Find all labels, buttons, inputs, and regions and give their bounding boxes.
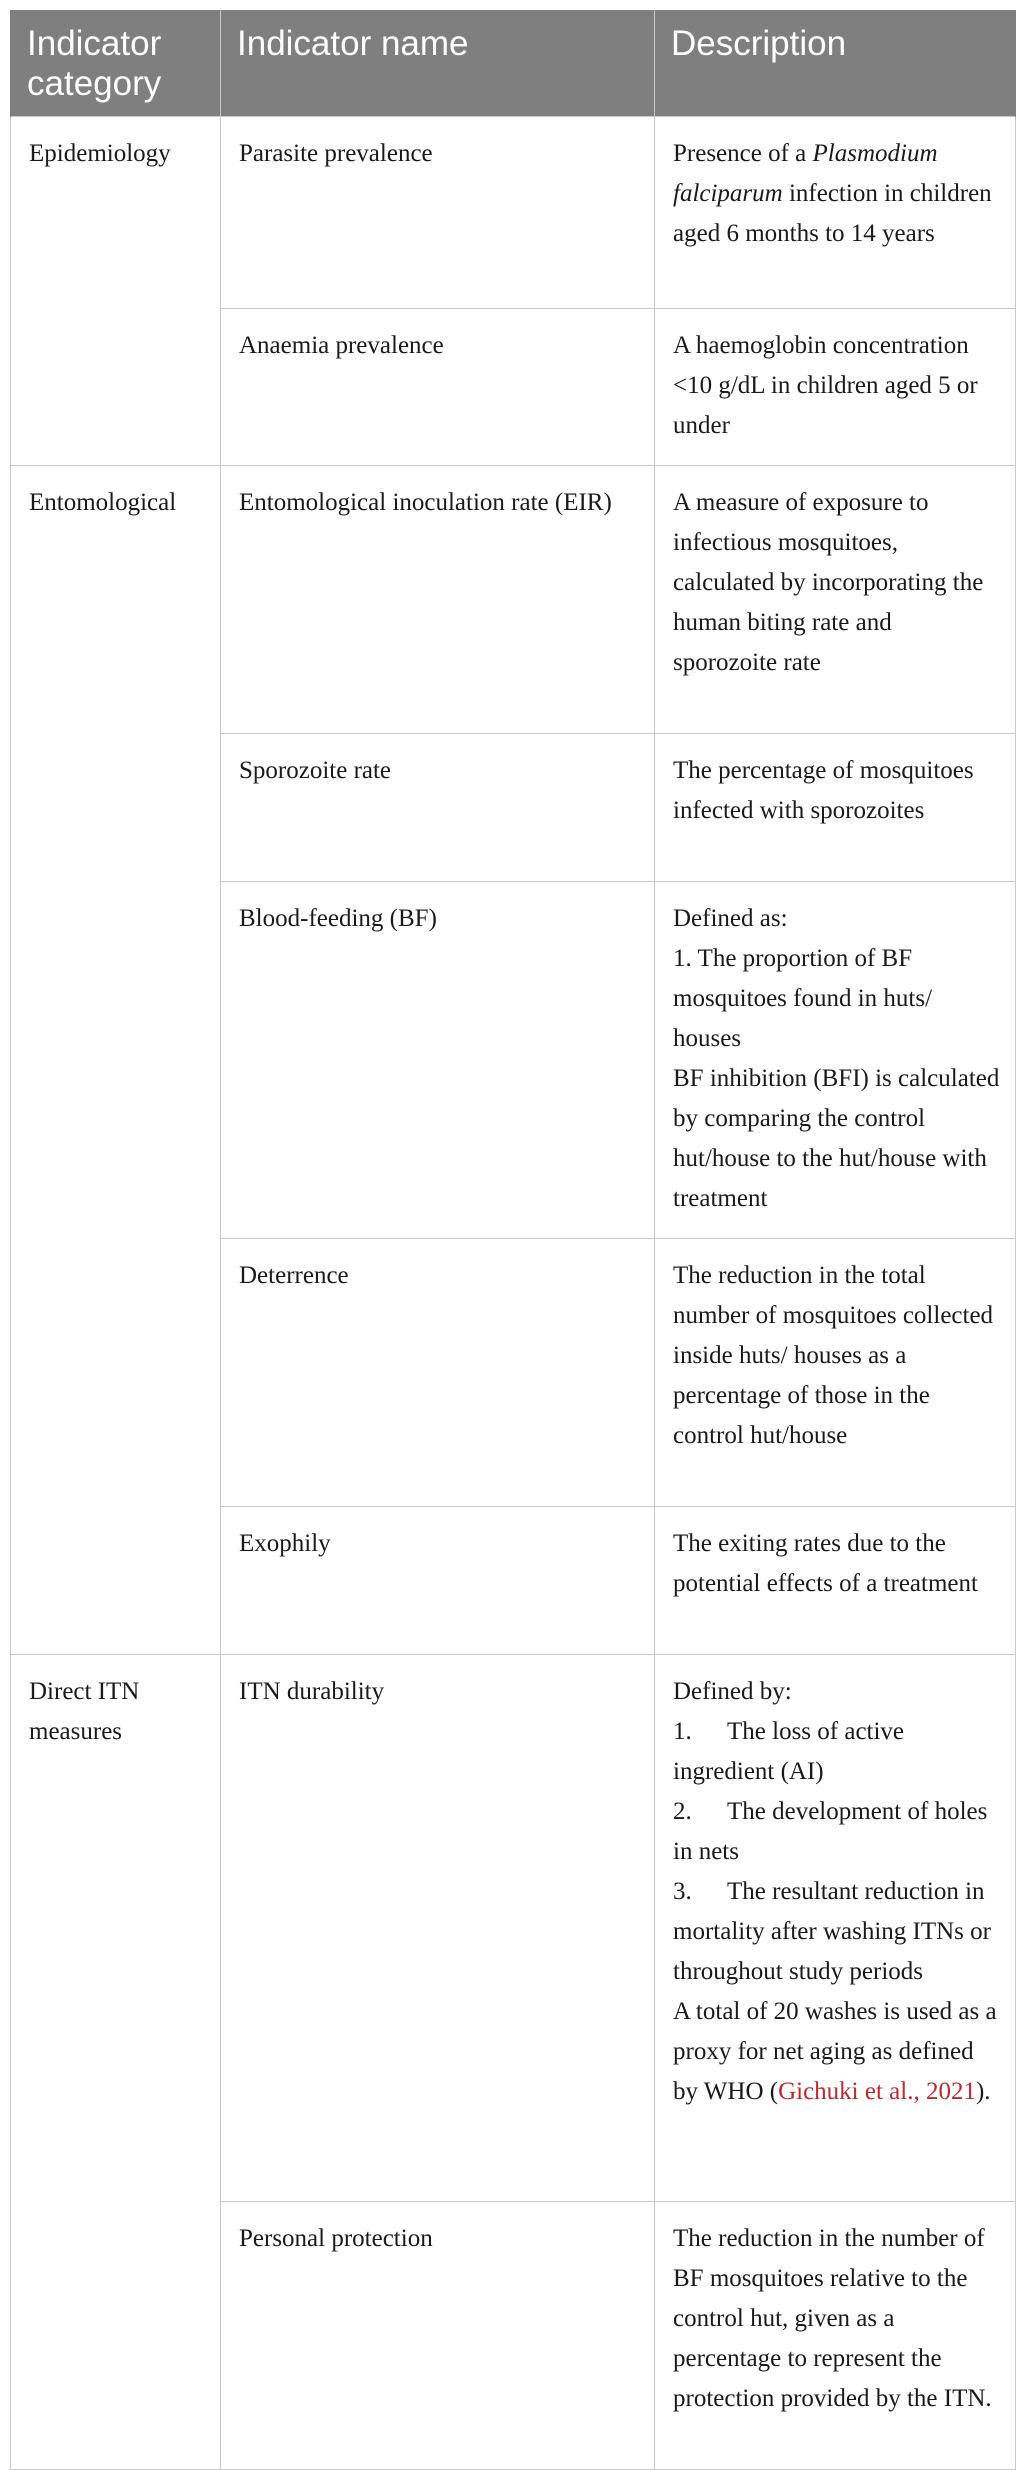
description-text: ). — [975, 2078, 991, 2105]
description-list-item — [673, 1712, 1001, 1792]
description-text: A total of 20 washes is used as a proxy for net aging as defined by WHO ( — [673, 1998, 997, 2105]
list-number: 1. — [673, 1718, 692, 1745]
indicator-name-deterrence: Deterrence — [221, 1239, 655, 1507]
table-header — [11, 10, 1016, 117]
description-text: infection in children aged 6 months to 14 years — [673, 180, 992, 247]
indicator-name-eir: Entomological inoculation rate (EIR) — [221, 466, 655, 734]
header-indicator-name: Indicator name — [221, 10, 655, 117]
description-sporozoite-rate: The percentage of mosquitoes infected with sporozoites — [655, 734, 1016, 882]
indicator-name-itn-durability: ITN durability — [221, 1655, 655, 2202]
description-list-item: 1. The proportion of BF mosquitoes found in huts/ houses — [673, 945, 933, 1052]
category-entomological: Entomological — [11, 466, 221, 1655]
indicator-table — [10, 10, 1016, 2470]
description-intro: Defined as: — [673, 905, 788, 932]
table-row — [11, 117, 1016, 309]
indicator-name-anaemia-prevalence: Anaemia prevalence — [221, 309, 655, 466]
indicator-name-blood-feeding: Blood-feeding (BF) — [221, 882, 655, 1239]
indicator-name-parasite-prevalence: Parasite prevalence — [221, 117, 655, 309]
description-itn-durability — [655, 1655, 1016, 2202]
header-description: Description — [655, 10, 1016, 117]
description-anaemia-prevalence: A haemoglobin concentration <10 g/dL in children aged 5 or under — [655, 309, 1016, 466]
list-text: The development of holes in nets — [673, 1798, 988, 1865]
indicator-name-sporozoite-rate: Sporozoite rate — [221, 734, 655, 882]
description-text: Presence of a — [673, 140, 813, 167]
citation-link[interactable]: Gichuki et al., 2021 — [778, 2078, 976, 2105]
list-text: The loss of active ingredient (AI) — [673, 1718, 905, 1785]
category-epidemiology: Epidemiology — [11, 117, 221, 466]
table-row — [11, 466, 1016, 734]
description-blood-feeding — [655, 882, 1016, 1239]
description-personal-protection: The reduction in the number of BF mosquitoes relative to the control hut, given as a percentage to represent the protection provided by the ITN. — [655, 2202, 1016, 2470]
description-intro: Defined by: — [673, 1678, 792, 1705]
description-eir: A measure of exposure to infectious mosquitoes, calculated by incorporating the human biting rate and sporozoite rate — [655, 466, 1016, 734]
species-name: Plasmodium falciparum — [673, 140, 938, 207]
table-row — [11, 1655, 1016, 2202]
description-list-item — [673, 1792, 1001, 1872]
list-text: The resultant reduction in mortality after washing ITNs or throughout study periods — [673, 1878, 991, 1985]
list-number: 2. — [673, 1798, 692, 1825]
description-parasite-prevalence — [655, 117, 1016, 309]
indicator-name-exophily: Exophily — [221, 1507, 655, 1655]
header-indicator-category: Indicator category — [11, 10, 221, 117]
description-list-item — [673, 1872, 1001, 1992]
header-row — [11, 10, 1016, 117]
description-text: BF inhibition (BFI) is calculated by comparing the control hut/house to the hut/house with treatment — [673, 1065, 1000, 1212]
indicator-name-personal-protection: Personal protection — [221, 2202, 655, 2470]
list-number: 3. — [673, 1878, 692, 1905]
category-direct-itn-measures: Direct ITN measures — [11, 1655, 221, 2470]
table-body — [11, 117, 1016, 2470]
description-deterrence: The reduction in the total number of mosquitoes collected inside huts/ houses as a percentage of those in the control hut/house — [655, 1239, 1016, 1507]
description-exophily: The exiting rates due to the potential effects of a treatment — [655, 1507, 1016, 1655]
